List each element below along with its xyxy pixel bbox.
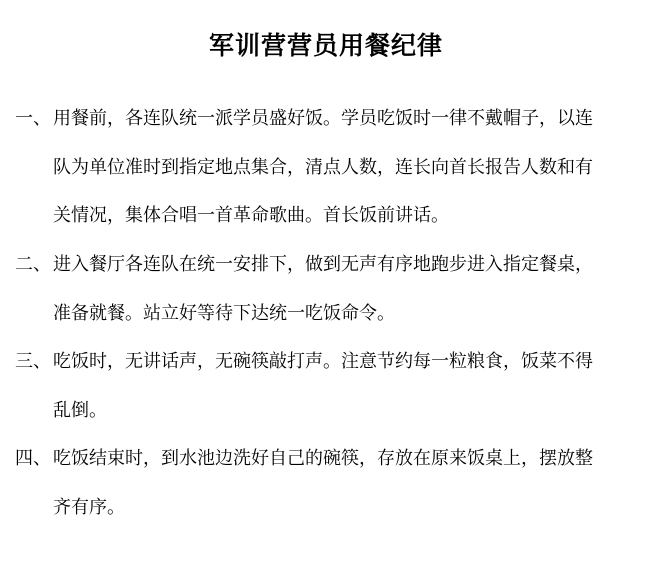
rule-line: 准备就餐。站立好等待下达统一吃饭命令。 <box>53 302 395 324</box>
rule-text: 吃饭结束时，到水池边洗好自己的碗筷，存放在原来饭桌上，摆放整 <box>53 448 593 469</box>
rule-line: 关情况，集体合唱一首革命歌曲。首长饭前讲话。 <box>53 205 449 227</box>
rule-number: 一、 <box>15 108 51 129</box>
rule-line: 队为单位准时到指定地点集合，清点人数，连长向首长报告人数和有 <box>53 156 593 178</box>
rule-line: 齐有序。 <box>53 496 125 518</box>
rule-text: 吃饭时，无讲话声，无碗筷敲打声。注意节约每一粒粮食，饭菜不得 <box>53 351 593 372</box>
rule-line <box>15 435 640 484</box>
rule-item-4 <box>15 435 640 532</box>
rule-text: 进入餐厅各连队在统一安排下，做到无声有序地跑步进入指定餐桌， <box>53 254 593 275</box>
rule-item-2 <box>15 241 640 338</box>
rule-number: 二、 <box>15 254 51 275</box>
rule-item-3 <box>15 338 640 435</box>
page-title: 军训营营员用餐纪律 <box>208 31 443 60</box>
rule-item-1 <box>15 95 640 241</box>
rule-line <box>15 241 640 290</box>
rule-line: 乱倒。 <box>53 399 107 421</box>
rule-number: 四、 <box>15 448 51 469</box>
rule-text: 用餐前，各连队统一派学员盛好饭。学员吃饭时一律不戴帽子，以连 <box>53 108 593 129</box>
rule-number: 三、 <box>15 351 51 372</box>
rule-line <box>15 338 640 387</box>
rule-line <box>15 95 640 144</box>
